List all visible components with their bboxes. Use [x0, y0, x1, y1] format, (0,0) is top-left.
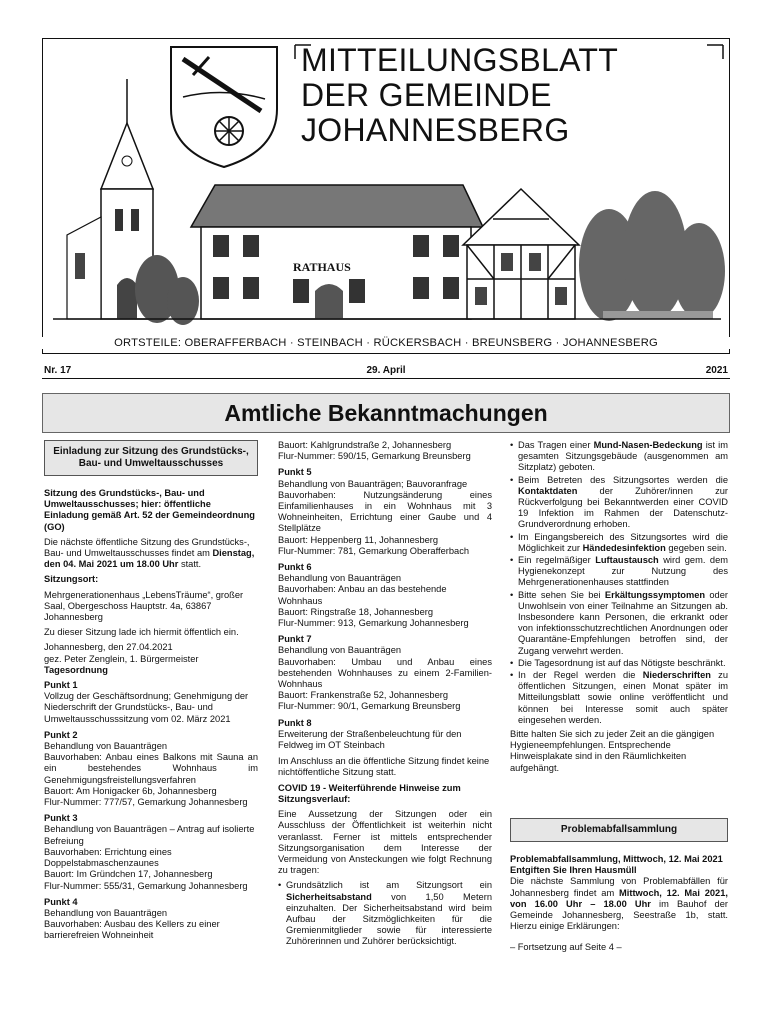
agenda-item-1: Punkt 1 Vollzug der Geschäftsordnung; Genehmigung der Niederschrift der Grundstücks-, Bau- und Umweltausschusssitzung vom 02. März 2021 — [44, 680, 249, 724]
signed-date: Johannesberg, den 27.04.2021 — [44, 642, 173, 653]
continued-note: – Fortsetzung auf Seite 4 – — [510, 942, 622, 953]
ortsteile-line: ORTSTEILE: OBERAFFERBACH · STEINBACH · RÜCKERSBACH · BREUNSBERG · JOHANNESBERG — [42, 337, 730, 349]
covid-heading: COVID 19 - Weiterführende Hinweise zum Sitzungsverlauf: — [278, 782, 461, 804]
agenda-item-4: Punkt 4 Behandlung von Bauanträgen Bauvorhaben: Ausbau des Kellers zu einer barrierefreien Wohneinheit — [44, 896, 220, 941]
rathaus-sign: RATHAUS — [293, 260, 351, 274]
covid-rule-minutes: • In der Regel werden die Niederschriften zu öffentlichen Sitzungen, einen Monat später im Mitteilungsblatt sowie online veröffentlicht und können bei Interesse somit auch später eingesehen werden. — [510, 670, 728, 726]
problem-waste-text: Die nächste Sammlung von Problemabfällen für Johannesberg findet am Mittwoch, 12. Mai 2021, von 16.00 Uhr – 18.00 Uhr im Bauhof der Gemeinde Johannesberg, Seestraße 1b, statt. Hierzu einige Erklärungen: — [510, 876, 728, 932]
issue-meta-bar — [42, 364, 730, 379]
covid-rules-list — [278, 880, 492, 947]
covid-rule-mask: • Das Tragen einer Mund-Nasen-Bedeckung ist im gesamten Sitzungsgebäude (ausgenommen am Sitzplatz) geboten. — [510, 440, 728, 474]
invitation-intro: Die nächste öffentliche Sitzung des Grundstücks-, Bau- und Umweltausschusses findet am Dienstag, den 04. Mai 2021 um 18.00 Uhr statt. — [44, 536, 255, 570]
agenda-item-3: Punkt 3 Behandlung von Bauanträgen – Antrag auf isolierte Befreiung Bauvorhaben: Errichtung eines Doppelstabmaschenzaunes Bauort: Im Gründchen 17, Johannesberg Flur-Nummer: 555/31, Gemarkung Johannesberg — [44, 813, 255, 891]
invitation-intro-bold: Sitzung des Grundstücks-, Bau- und Umweltausschusses; hier: öffentliche Einladung gemäß Art. 52 der Gemeindeordnung (GO) — [44, 488, 255, 532]
no-closed-session-note: Im Anschluss an die öffentliche Sitzung findet keine nichtöffentliche Sitzung statt. — [278, 756, 490, 778]
town-hall-icon — [191, 185, 483, 319]
column-3 — [510, 440, 728, 958]
agenda-item-4-cont: Bauort: Kahlgrundstraße 2, Johannesberg Flur-Nummer: 590/15, Gemarkung Breunsberg — [278, 440, 471, 462]
agenda-item-2: Punkt 2 Behandlung von Bauanträgen Bauvorhaben: Anbau eines Balkons mit Sauna an ein bestehendes Wohnhaus im Genehmigungsfreistellungsverfahren Bauort: Am Honigacker 6b, Johannesberg Flur-Nummer: 777/57, Gemarkung Johannesberg — [44, 729, 258, 808]
problem-waste-subtitle: Entgiften Sie Ihren Hausmüll — [510, 865, 637, 876]
section-title: Amtliche Bekanntmachungen — [42, 393, 730, 433]
covid-rule-ventilation: • Ein regelmäßiger Luftaustausch wird gem. dem Hygienekonzept zur Nutzung des Mehrgenerationenhauses stattfinden — [510, 555, 728, 589]
coat-of-arms-icon — [171, 47, 277, 167]
covid-rule-disinfection: • Im Eingangsbereich des Sitzungsortes wird die Möglichkeit zur Händedesinfektion gegeben sein. — [510, 532, 728, 554]
covid-rule-agenda: • Die Tagesordnung ist auf das Nötigste beschränkt. — [510, 658, 728, 669]
covid-rule-symptoms: • Bitte sehen Sie bei Erkältungssymptomen oder Unwohlsein von einer Teilnahme an Sitzungen ab. Insbesondere kann Personen, die erkrankt oder von infektionsschutzrechtlichen Anordnungen oder Quarantäne-Empfehlungen betroffen sind, der Zugang verwehrt werden. — [510, 590, 728, 657]
sitzungsort-text: Mehrgenerationenhaus „LebensTräume“, großer Saal, Obergeschoss Hauptstr. 4a, 63867 Johannesberg — [44, 589, 244, 623]
agenda-item-5: Punkt 5 Behandlung von Bauanträgen; Bauvoranfrage Bauvorhaben: Nutzungsänderung eines Einfamilienhauses in ein Wohnhaus mit 3 Wohneinheiten, Errichtung einer Gaube und 4 Stellplätze Bauort: Heppenberg 11, Johannesberg Flur-Nummer: 781, Gemarkung Oberafferbach — [278, 467, 492, 556]
problem-waste-title: Problemabfallsammlung, Mittwoch, 12. Mai 2021 — [510, 853, 723, 864]
agenda-item-6: Punkt 6 Behandlung von Bauanträgen Bauvorhaben: Anbau an das bestehende Wohnhaus Bauort: Ringstraße 18, Johannesberg Flur-Nummer: 913, Gemarkung Johannesberg — [278, 562, 469, 629]
signed-name: gez. Peter Zenglein, 1. Bürgermeister — [44, 653, 199, 664]
title-line-2: DER GEMEINDE — [301, 77, 552, 113]
issue-year: 2021 — [705, 365, 728, 376]
newsletter-title — [301, 43, 721, 148]
masthead — [42, 38, 730, 354]
title-line-1: MITTEILUNGSBLATT — [301, 42, 619, 78]
issue-number: Nr. 17 — [44, 365, 72, 376]
agenda-heading: Tagesordnung — [44, 664, 108, 675]
invitation-heading-box: Einladung zur Sitzung des Grundstücks-, Bau- und Umweltausschusses — [44, 440, 258, 476]
hygiene-note: Bitte halten Sie sich zu jeder Zeit an die gängigen Hygieneempfehlungen. Entsprechende Hinweisplakate sind in den Räumlichkeiten aufgehängt. — [510, 729, 715, 773]
invitation-text: Zu dieser Sitzung lade ich hiermit öffentlich ein. — [44, 627, 239, 638]
trees-right-icon — [579, 191, 725, 321]
column-1 — [44, 440, 258, 947]
covid-rule-distance: • Grundsätzlich ist am Sitzungsort ein Sicherheitsabstand von 1,50 Metern einzuhalten. Der Sicherheitsabstand wird beim Aufbau der Sitzmöglichkeiten für die Gremienmitglieder sowie für interessierte Zuhörerinnen und Zuhörer berücksichtigt. — [278, 880, 492, 947]
timber-house-icon — [463, 189, 579, 319]
title-line-3: JOHANNESBERG — [301, 112, 570, 148]
sitzungsort-label: Sitzungsort: — [44, 574, 99, 585]
column-2 — [278, 440, 492, 951]
trees-left-icon — [135, 255, 199, 325]
problem-waste-heading-box: Problemabfallsammlung — [510, 818, 728, 842]
covid-rules-list-cont — [510, 440, 728, 726]
agenda-item-8: Punkt 8 Erweiterung der Straßenbeleuchtung für den Feldweg im OT Steinbach — [278, 717, 462, 751]
covid-text: Eine Aussetzung der Sitzungen oder ein Ausschluss der Öffentlichkeit ist weiterhin nicht veranlasst. Ferner ist mittels entsprechender Sitzungsorganisation dem Interesse der Vermeidung von Ansteckungen wie folgt Rechnung zu tragen: — [278, 809, 492, 876]
covid-rule-contact-data: • Beim Betreten des Sitzungsortes werden die Kontaktdaten der Zuhörer/innen zur Rückverfolgung bei Bekanntwerden einer COVID 19 Infektion im Rahmen der Datenschutz-Grundverordnung erhoben. — [510, 475, 728, 531]
agenda-item-7: Punkt 7 Behandlung von Bauanträgen Bauvorhaben: Umbau und Anbau eines bestehenden Wohnhauses zu einem 2-Familien-Wohnhaus Bauort: Frankenstraße 52, Johannesberg Flur-Nummer: 90/1, Gemarkung Breunsberg — [278, 634, 492, 712]
issue-date: 29. April — [366, 365, 406, 376]
